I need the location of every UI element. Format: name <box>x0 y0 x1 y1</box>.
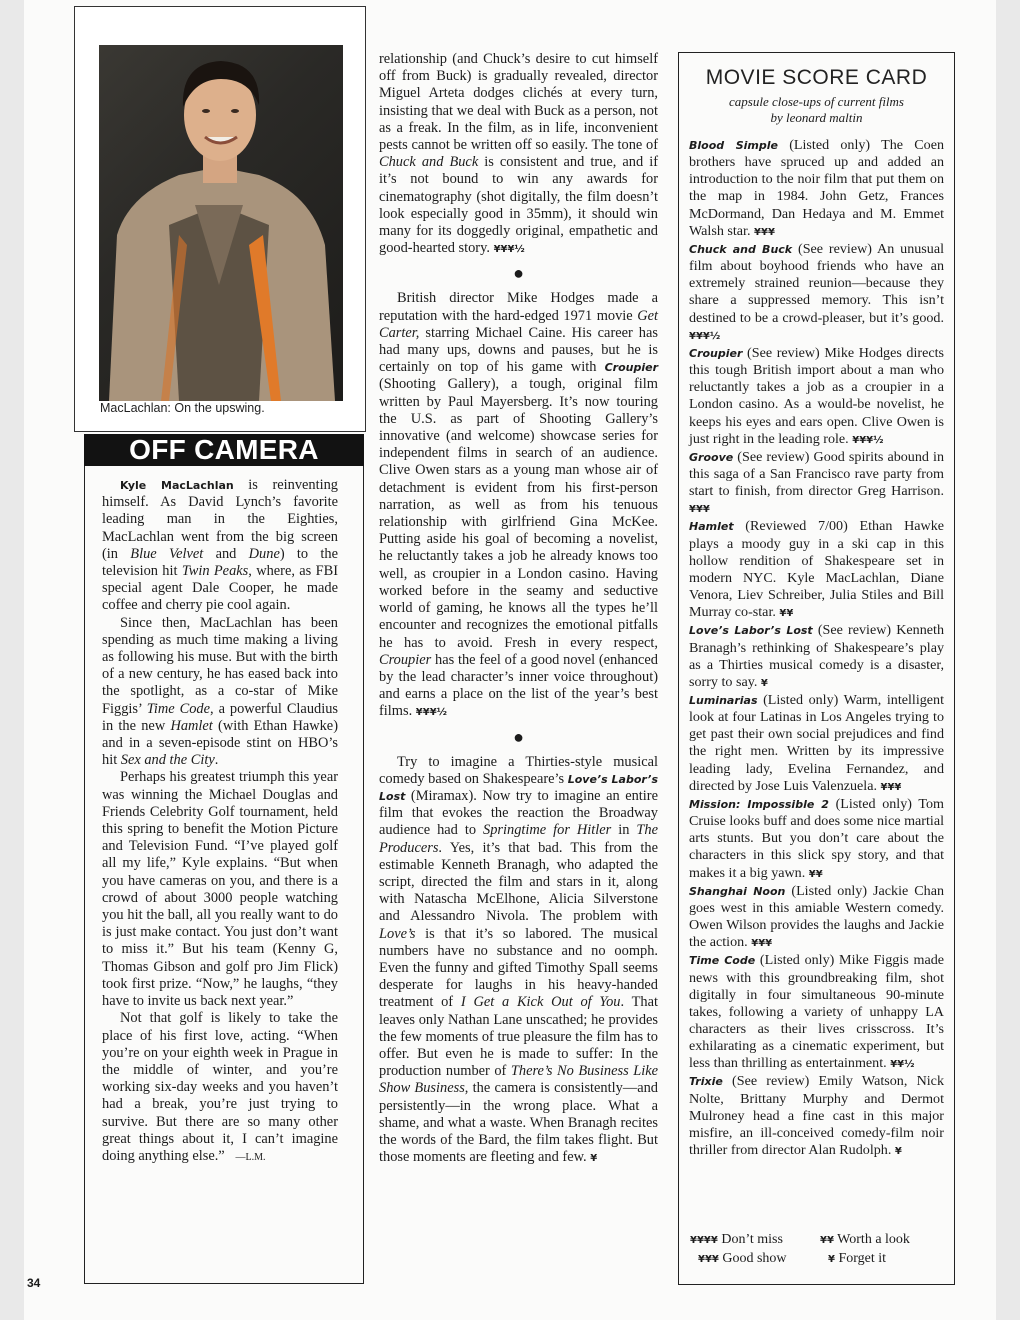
score-card-subtitle <box>678 94 955 126</box>
entry-text: (Listed only) Mike Figgis made news with this groundbreaking film, shot digitally in four simultaneous 90-minute takes, following a variety of unhappy LA characters as their lives crisscross. It’s exhilarating as a cinematic experiment, but less than thrilling as entertainment. <box>689 952 944 1072</box>
score-entry <box>689 796 944 883</box>
entry-rating: ¥¥ <box>779 608 794 620</box>
off-camera-column <box>102 477 338 1166</box>
text-run: is that it’s so labored. The musical numbers have no substance and no oomph. Even the funny and gifted Timothy Spall seems desperate for laughs in his heavy-handed treatment of <box>379 925 658 1011</box>
text-run: . That leaves only Nathan Lane unscathed; he provides the few moments of true pleasure the film has to offer. But even he is made to suffer: In the production number of <box>379 994 658 1080</box>
lead-name: Kyle MacLachlan <box>120 479 234 492</box>
text-run: and <box>203 545 249 562</box>
legend-stars: ¥ <box>828 1254 835 1265</box>
text-run: , where, as FBI special agent Dale Cooper, he made coffee and cherry pie cool again. <box>102 563 339 614</box>
text-run: (Miramax). Now try to imagine an entire film that evokes the reaction the Broadway audience had to <box>379 787 658 839</box>
text-run: relationship (and Chuck’s desire to cut himself off from Buck) is gradually revealed, director Miguel Arteta dodges clichés at every turn, insisting that we deal with Buck as a person, not as a freak. In the film, as in life, inconvenient pests cannot be written off so easily. The tone of <box>379 51 658 154</box>
score-card-subtitle-line: capsule close-ups of current films <box>729 94 904 109</box>
text-run: is consistent and true, and if it’s not bound to win any awards for cinematography (shot digitally, the film doesn’t look especially good in 35mm), it should win many for its doggedly original, empathetic and good-hearted story. <box>379 154 658 257</box>
text-run: starring Michael Caine. His career has had many ups, downs and pauses, but he is certainly on top of his game with <box>379 324 658 376</box>
portrait-photo <box>99 45 343 401</box>
text-run: (with Ethan Hawke) and in a seven-episode stint on HBO’s hit <box>102 717 338 769</box>
entry-rating: ¥¥¥½ <box>852 434 884 446</box>
text-run: , the camera is consistently—and persistently—in the wrong place. What a shame, and what a waste. When Branagh recites the words of the Bard, the film takes flight. But those moments are fleeting and few. <box>379 1080 658 1166</box>
legend-item <box>690 1231 820 1250</box>
legend-item <box>820 1231 950 1250</box>
film-title: Croupier <box>379 651 432 668</box>
entry-title: Trixie <box>689 1075 723 1089</box>
entry-rating: ¥ <box>760 677 768 689</box>
entry-rating: ¥¥¥ <box>754 226 775 238</box>
score-entry <box>689 622 944 692</box>
song-title: There’s No Business Like Show Business <box>379 1063 658 1097</box>
score-entry <box>689 518 944 622</box>
author-credit: —L.M. <box>235 1151 266 1163</box>
score-entry <box>689 952 944 1073</box>
text-run: Since then, MacLachlan has been spending as much time making a living as following his muse. But with the birth of a new century, he has eased back into the spotlight, as a co-star of Mike Figgis’ <box>102 614 338 717</box>
score-entry <box>689 241 944 345</box>
entry-text: (Listed only) Warm, intelligent look at four Latinas in Los Angeles trying to get past their own social prejudices and find the right men. Written by its impressive leading lady, Evelina Fernandez, and directed by Jose Luis Valenzuela. <box>689 692 944 794</box>
film-title: Time Code <box>146 700 211 717</box>
entry-rating: ¥¥¥ <box>751 938 773 950</box>
entry-text: (See review) An unusual film about boyhood friends who have an extremely strained reunion—because they share a suppressed memory. This isn’t destined to be a crowd-pleaser, but it’s good. <box>689 240 944 326</box>
legend-stars: ¥¥ <box>820 1235 834 1246</box>
show-title: Twin Peaks <box>181 563 249 580</box>
legend-label: Worth a look <box>837 1232 910 1247</box>
score-card-entries <box>689 137 944 1160</box>
score-entry <box>689 449 944 519</box>
text-run: Not that golf is likely to take the place of his first love, acting. “When you’re on your eighth week in Prague in the middle of winter, and you’re working six-day weeks and you haven’t had a break, you’re just trying to survive. But there are so many other great things about it, I can’t imagine doing anything else.” <box>102 1010 338 1164</box>
section-bullet: ● <box>513 726 524 747</box>
legend-label: Good show <box>722 1251 787 1266</box>
legend-stars: ¥¥¥¥ <box>690 1235 718 1246</box>
page-number: 34 <box>27 1276 41 1290</box>
entry-text: (See review) Kenneth Branagh’s rethinking of Shakespeare’s play as a Thirties musical comedy is a disaster, sorry to say. <box>689 622 944 690</box>
review-paragraph-2 <box>379 290 658 721</box>
film-title: Hamlet <box>170 717 213 734</box>
text-run: (Shooting Gallery), a tough, original film written by Paul Mayersberg. It’s now touring the U.S. as part of Shooting Gallery’s innovative (and welcome) showcase series for independent films in search of an audience. Clive Owen stars as a young man whose air of detachment is evident from his first-person narration, as well as from his tenuous relationship with girlfriend Gina McKee. Putting aside his goal of becoming a novelist, he reluctantly takes a job he already knows too well, as croupier in a London casino. Having worked before in the seamy and seductive world of gaming, he knows all the types he’ll encounter and recognizes the emotional pitfalls he has to avoid. Fresh in every respect, <box>379 376 658 651</box>
text-run: ) to the television hit <box>102 545 338 580</box>
score-entry <box>689 883 944 953</box>
off-camera-banner: OFF CAMERA <box>84 434 364 466</box>
show-title: Sex and the City <box>120 752 215 769</box>
entry-text: (See review) Emily Watson, Nick Nolte, Brittany Murphy and Dermot Mulroney head a fine cast in this major misfire, an ill-conceived comedy-film noir thriller from director Alan Rudolph. <box>689 1073 944 1159</box>
text-run: British director Mike Hodges made a reputation with the hard-edged 1971 movie <box>379 290 658 324</box>
film-title: Blue Velvet <box>130 545 204 562</box>
entry-rating: ¥¥ <box>808 868 823 880</box>
score-entry <box>689 692 944 796</box>
legend-item <box>690 1250 820 1269</box>
text-run: , a powerful Claudius in the new <box>102 700 338 734</box>
photo-frame <box>74 6 366 432</box>
review-paragraph-1 <box>379 51 658 258</box>
entry-rating: ¥¥¥½ <box>689 330 721 342</box>
text-run: . Yes, it’s that bad. This from the estimable Kenneth Branagh, who adapted the script, directed the film and stars in it, along with Natascha McElhone, Alicia Silverstone and Alessandro Nivola. The problem with <box>379 839 658 925</box>
film-title: Get Carter, <box>379 307 658 341</box>
score-entry <box>689 137 944 241</box>
film-title-tag: Love’s Labor’s Lost <box>379 772 658 803</box>
entry-rating: ¥ <box>894 1146 902 1158</box>
legend-label: Don’t miss <box>721 1232 783 1247</box>
film-title: Love’s <box>379 925 416 942</box>
entry-title: Love’s Labor’s Lost <box>689 624 813 638</box>
review-paragraph-3 <box>379 754 658 1168</box>
entry-text: (Listed only) Tom Cruise looks buff and does some nice martial arts stunts. But you don’t care about the characters in this slick spy story, and that makes it a big yawn. <box>689 795 944 881</box>
section-bullet: ● <box>513 263 524 284</box>
entry-text: (See review) Mike Hodges directs this tough British import about a man who reluctantly takes a job as a croupier in a London casino. As a would-be novelist, he keeps his eyes and ears open. Clive Owen is just right in the leading role. <box>689 344 944 447</box>
entry-text: (See review) Good spirits abound in this saga of a San Francisco rave party from start to finish, from director Greg Harrison. <box>689 448 944 500</box>
text-run: has the feel of a good novel (enhanced by the lead character’s inner voice throughout) and earns a place on the list of the year’s best films. <box>379 651 658 720</box>
entry-title: Groove <box>689 450 734 464</box>
photo-caption: MacLachlan: On the upswing. <box>100 401 265 415</box>
film-title: Dune <box>248 545 280 562</box>
legend-label: Forget it <box>838 1251 887 1266</box>
portrait-illustration <box>99 45 343 401</box>
entry-title: Mission: Impossible 2 <box>689 797 829 811</box>
film-title: The Producers <box>379 822 659 856</box>
legend-stars: ¥¥¥ <box>698 1254 719 1265</box>
star-rating: ¥¥¥½ <box>493 244 525 256</box>
off-camera-paragraph-3: Perhaps his greatest triumph this year was winning the Michael Douglas and Friends Celebrity Golf tournament, held this spring to benefit the Motion Picture and Television Fund. “I’ve played golf all my life,” Kyle explains. “But when you have cameras on you, and there is a crowd of about 3000 people watching you hit the ball, all you really want to do is just make contact. You just don’t want to miss it.” But his team (Kenny G, Thomas Gibson and golf pro Jim Flick) took first prize. “Now,” he laughs, “they have to invite us back next year.” <box>102 769 338 1010</box>
entry-title: Hamlet <box>689 520 734 534</box>
entry-title: Blood Simple <box>689 139 778 152</box>
entry-title: Shanghai Noon <box>689 884 786 898</box>
entry-title: Luminarias <box>689 694 758 707</box>
review-column <box>379 51 658 1167</box>
off-camera-paragraph-2 <box>102 615 338 770</box>
entry-rating: ¥¥¥ <box>689 504 710 516</box>
off-camera-paragraph-4 <box>102 1010 338 1166</box>
entry-rating: ¥¥¥ <box>880 781 902 793</box>
score-card-byline: by leonard maltin <box>770 110 863 125</box>
legend-row <box>690 1231 950 1250</box>
text-run: is reinventing himself. As David Lynch’s favorite leading man in the Eighties, MacLachlan went from the big screen (in <box>102 477 338 562</box>
film-title: Chuck and Buck <box>379 154 479 171</box>
film-title: Springtime for Hitler <box>483 822 612 839</box>
star-rating: ¥¥¥½ <box>415 707 448 719</box>
film-title-tag: Croupier <box>604 361 658 375</box>
entry-title: Croupier <box>689 346 743 360</box>
legend-row <box>690 1250 950 1269</box>
entry-text: (Listed only) The Coen brothers have spruced up and added an introduction to the noir film that put them on the map in 1984. John Getz, Frances McDormand, Dan Hedaya and M. Emmet Walsh star. <box>689 137 944 239</box>
entry-title: Time Code <box>689 954 756 968</box>
score-entry <box>689 1073 944 1160</box>
score-entry <box>689 345 944 449</box>
legend-item <box>820 1250 950 1269</box>
text-run: in <box>611 822 637 839</box>
entry-rating: ¥¥½ <box>890 1059 915 1071</box>
score-card-title: MOVIE SCORE CARD <box>705 66 928 89</box>
star-rating: ¥ <box>590 1153 598 1165</box>
entry-text: (Listed only) Jackie Chan goes west in this amiable Western comedy. Owen Wilson provides the laughs and Jackie the action. <box>689 882 945 951</box>
off-camera-paragraph-1 <box>102 477 338 615</box>
entry-text: (Reviewed 7/00) Ethan Hawke plays a moody guy in a ski cap in this hollow rendition of Shakespeare set in modern NYC. Kyle MacLachlan, Diane Venora, Liev Schreiber, Julia Stiles and Bill Murray co-star. <box>689 518 944 621</box>
rating-legend <box>690 1231 950 1269</box>
text-run: . <box>214 752 219 769</box>
entry-title: Chuck and Buck <box>689 242 793 256</box>
song-title: I Get a Kick Out of You <box>460 994 621 1011</box>
text-run: Try to imagine a Thirties-style musical comedy based on Shakespeare’s <box>379 753 658 787</box>
